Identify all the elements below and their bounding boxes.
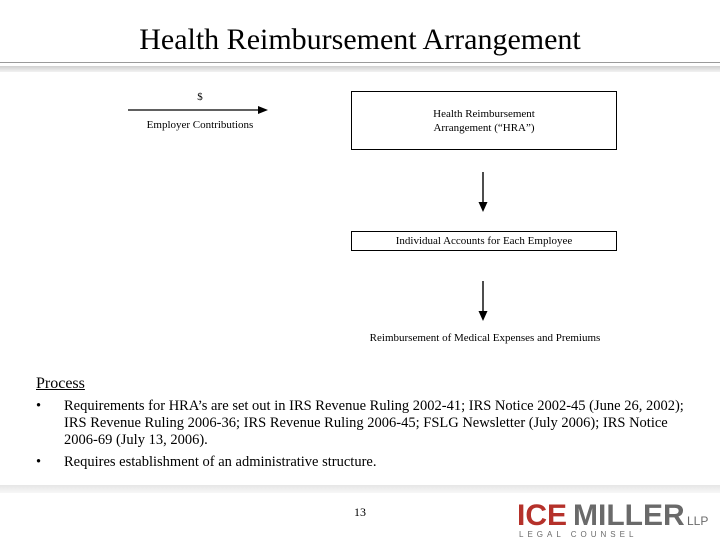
process-bullet-list (36, 398, 686, 476)
list-item (36, 454, 686, 471)
title-divider-line (0, 62, 720, 63)
hra-box (351, 91, 617, 150)
bullet-icon: • (36, 454, 42, 470)
dollar-label: $ (197, 91, 203, 103)
ice-miller-logo (515, 497, 715, 539)
footer-divider-bar (0, 485, 720, 493)
list-item (36, 398, 686, 449)
title-divider-bar (0, 66, 720, 72)
logo-name-part2: MILLER (573, 499, 685, 532)
process-heading: Process (36, 375, 85, 392)
page-number: 13 (354, 505, 366, 519)
employer-contributions-label: Employer Contributions (146, 119, 254, 131)
logo-name-part1: ICE (517, 499, 568, 532)
slide-title: Health Reimbursement Arrangement (139, 23, 581, 56)
down-arrow-icon (477, 281, 489, 321)
logo-tagline: LEGAL COUNSEL (519, 530, 638, 539)
bullet-text: Requires establishment of an administrative structure. (64, 454, 377, 470)
contribution-arrow-icon (128, 104, 268, 116)
hra-box-label: Health Reimbursement Arrangement (“HRA”) (433, 107, 535, 134)
bullet-text: Requirements for HRA’s are set out in IRS Revenue Ruling 2002-41; IRS Notice 2002-45 (June 26, 2002); IRS Revenue Ruling 2006-36; IRS Revenue Ruling 2006-45; FSLG Newsletter (July 2006); IRS Notice 2006-69 (July 13, 2006). (64, 398, 684, 448)
individual-accounts-box: Individual Accounts for Each Employee (351, 231, 617, 251)
logo-suffix: LLP (687, 514, 709, 528)
reimbursement-label: Reimbursement of Medical Expenses and Premiums (369, 332, 601, 344)
down-arrow-icon (477, 172, 489, 212)
bullet-icon: • (36, 398, 42, 414)
